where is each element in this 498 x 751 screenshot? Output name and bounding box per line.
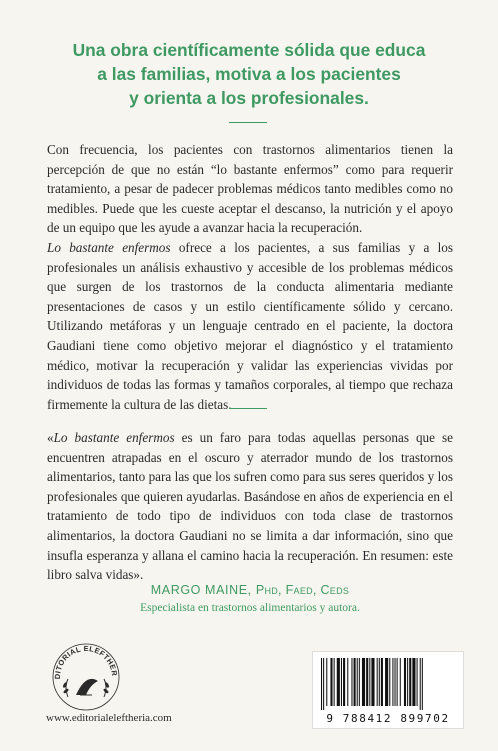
endorser xyxy=(47,583,453,597)
synopsis-paragraph-2 xyxy=(47,238,453,414)
endorser-role: Especialista en trastornos alimentarios y autora. xyxy=(140,602,360,614)
svg-text:EDITORIAL ELEFTHERIA: DITORIAL ELEFTHER xyxy=(52,643,120,680)
tagline-line-1: Una obra científicamente sólida que educa xyxy=(72,40,426,60)
tagline xyxy=(40,38,458,110)
endorser-credentials: Phd, Faed, Ceds xyxy=(255,583,350,597)
isbn-number: 9 788412 899702 xyxy=(326,712,450,725)
tagline-line-3: y orienta a los profesionales. xyxy=(129,88,369,108)
quote-text: es un faro para todas aquellas personas que se encuentren atrapadas en el oscuro y aterrador mundo de los trastornos alimentarios, tanto para las que los sufren como para sus seres queridos y los profesionales que quieren ayudarlas. Basándose en años de experiencia en el tratamiento de todo tipo de individuos con toda clase de trastornos alimentarios, la doctora Gaudiani no se limita a dar información, sino que insufla esperanza y allana el camino hacia la recuperación. En resumen: este libro salva vidas». xyxy=(47,430,454,583)
publisher-seal-icon xyxy=(46,633,126,713)
isbn-barcode xyxy=(312,651,464,729)
synopsis xyxy=(47,140,453,414)
synopsis-paragraph-1: Con frecuencia, los pacientes con trastornos alimentarios tienen la percepción de que no están “lo bastante enfermos” como para requerir tratamiento, a pesar de padecer problemas médicos tanto medibles como no medibles. Puede que les cueste aceptar el descanso, la nutrición y el apoyo de un equipo que les ayude a avanzar hacia la recuperación. xyxy=(47,142,453,236)
divider-top xyxy=(229,122,267,123)
quote-book-title: Lo bastante enfermos xyxy=(53,430,175,445)
quote-open-mark: « xyxy=(47,430,54,445)
synopsis-paragraph-2-text: ofrece a los pacientes, a sus familias y a los profesionales un análisis exhaustivo y accesible de los problemas médicos que surgen de los trastornos de la conducta alimentaria mediante presentaciones de casos y un estilo científicamente sólido y cercano. Utilizando metáforas y un lenguaje centrado en el paciente, la doctora Gaudiani tiene como objetivo mejorar el diagnóstico y el tratamiento médico, motivar la recuperación y validar las experiencias vividas por individuos de todas las formas y tamaños corporales, al tiempo que rechaza firmemente la cultura de las dietas. xyxy=(47,239,453,412)
barcode-icon xyxy=(317,658,459,710)
tagline-line-2: a las familias, motiva a los pacientes xyxy=(97,64,401,84)
divider-middle xyxy=(229,408,267,409)
publisher-logo xyxy=(46,633,126,713)
endorsement-quote xyxy=(47,428,453,585)
publisher-url[interactable]: www.editorialeleftheria.com xyxy=(46,712,172,724)
endorser-name: MARGO MAINE, xyxy=(150,583,252,597)
book-title: Lo bastante enfermos xyxy=(47,239,171,255)
